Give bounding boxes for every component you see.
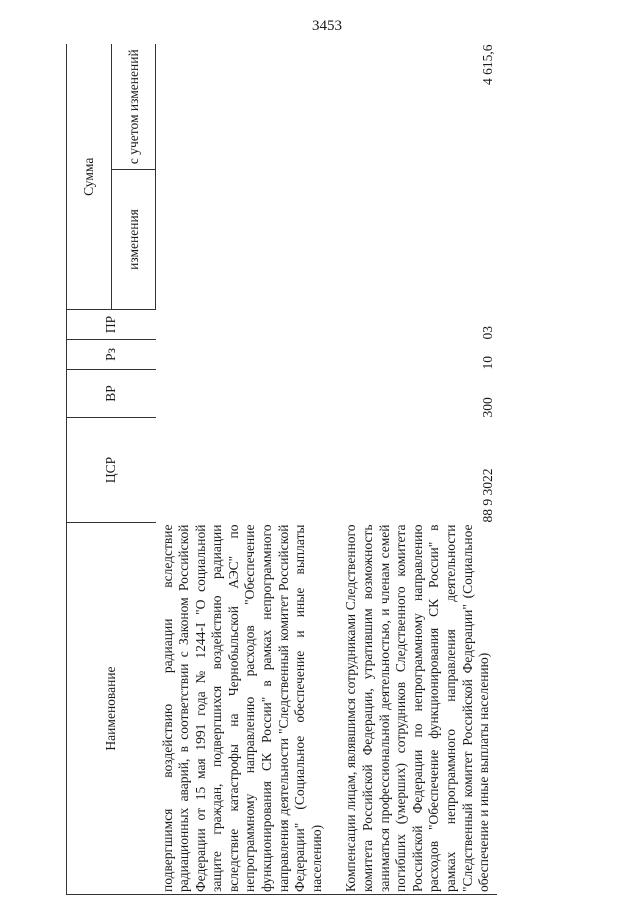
row-csr xyxy=(156,418,330,523)
header-name: Наименование xyxy=(67,523,156,895)
table-row xyxy=(156,44,330,894)
row-with-change xyxy=(156,44,330,169)
header-change: изменения xyxy=(112,170,156,310)
row-pr: 03 xyxy=(480,326,496,340)
row-change xyxy=(156,170,330,310)
document-table-sheet xyxy=(66,45,586,895)
header-pr: ПР xyxy=(67,310,156,340)
row-vr xyxy=(156,370,330,418)
row-pr xyxy=(156,310,330,340)
header-csr: ЦСР xyxy=(67,418,156,523)
row-change xyxy=(339,170,496,310)
header-vr: ВР xyxy=(67,370,156,418)
row-csr: 88 9 3022 xyxy=(480,468,496,523)
table-row xyxy=(339,44,496,894)
header-sum: Сумма xyxy=(67,44,112,309)
row-name: Компенсации лицам, являвшимся сотрудниками Следственного комитета Российской Федерации, утратившим возможность заниматься профессиональной деятельностью, и членам семей погибших (умерших) сотрудников Следственного комитета Российской Федерации по непрограммному направлению расходов "Обеспечение функционирования СК России" в рамках непрограммного направления деятельности "Следственный комитет Российской Федерации" (Социальное обеспечение и иные выплаты населению) xyxy=(339,523,496,895)
row-name: подвергшимся воздействию радиации вследствие радиационных аварий, в соответствии с Законом Российской Федерации от 15 мая 1991 года № 1244-I "О социальной защите граждан, подвергшихся воздействию радиации вследствие катастрофы на Чернобыльской АЭС" по непрограммному направлению расходов "Обеспечение функционирования СК России" в рамках непрограммного направления деятельности "Следственный комитет Российской Федерации" (Социальное обеспечение и иные выплаты населению) xyxy=(156,523,330,895)
budget-table xyxy=(66,44,497,895)
header-rz: Рз xyxy=(67,340,156,370)
page-number: 3453 xyxy=(312,18,342,34)
row-vr: 300 xyxy=(480,397,496,418)
row-with-change: 4 615,6 xyxy=(480,44,496,85)
header-with-change: с учетом изменений xyxy=(112,44,156,169)
row-rz: 10 xyxy=(480,356,496,370)
row-rz xyxy=(156,340,330,370)
